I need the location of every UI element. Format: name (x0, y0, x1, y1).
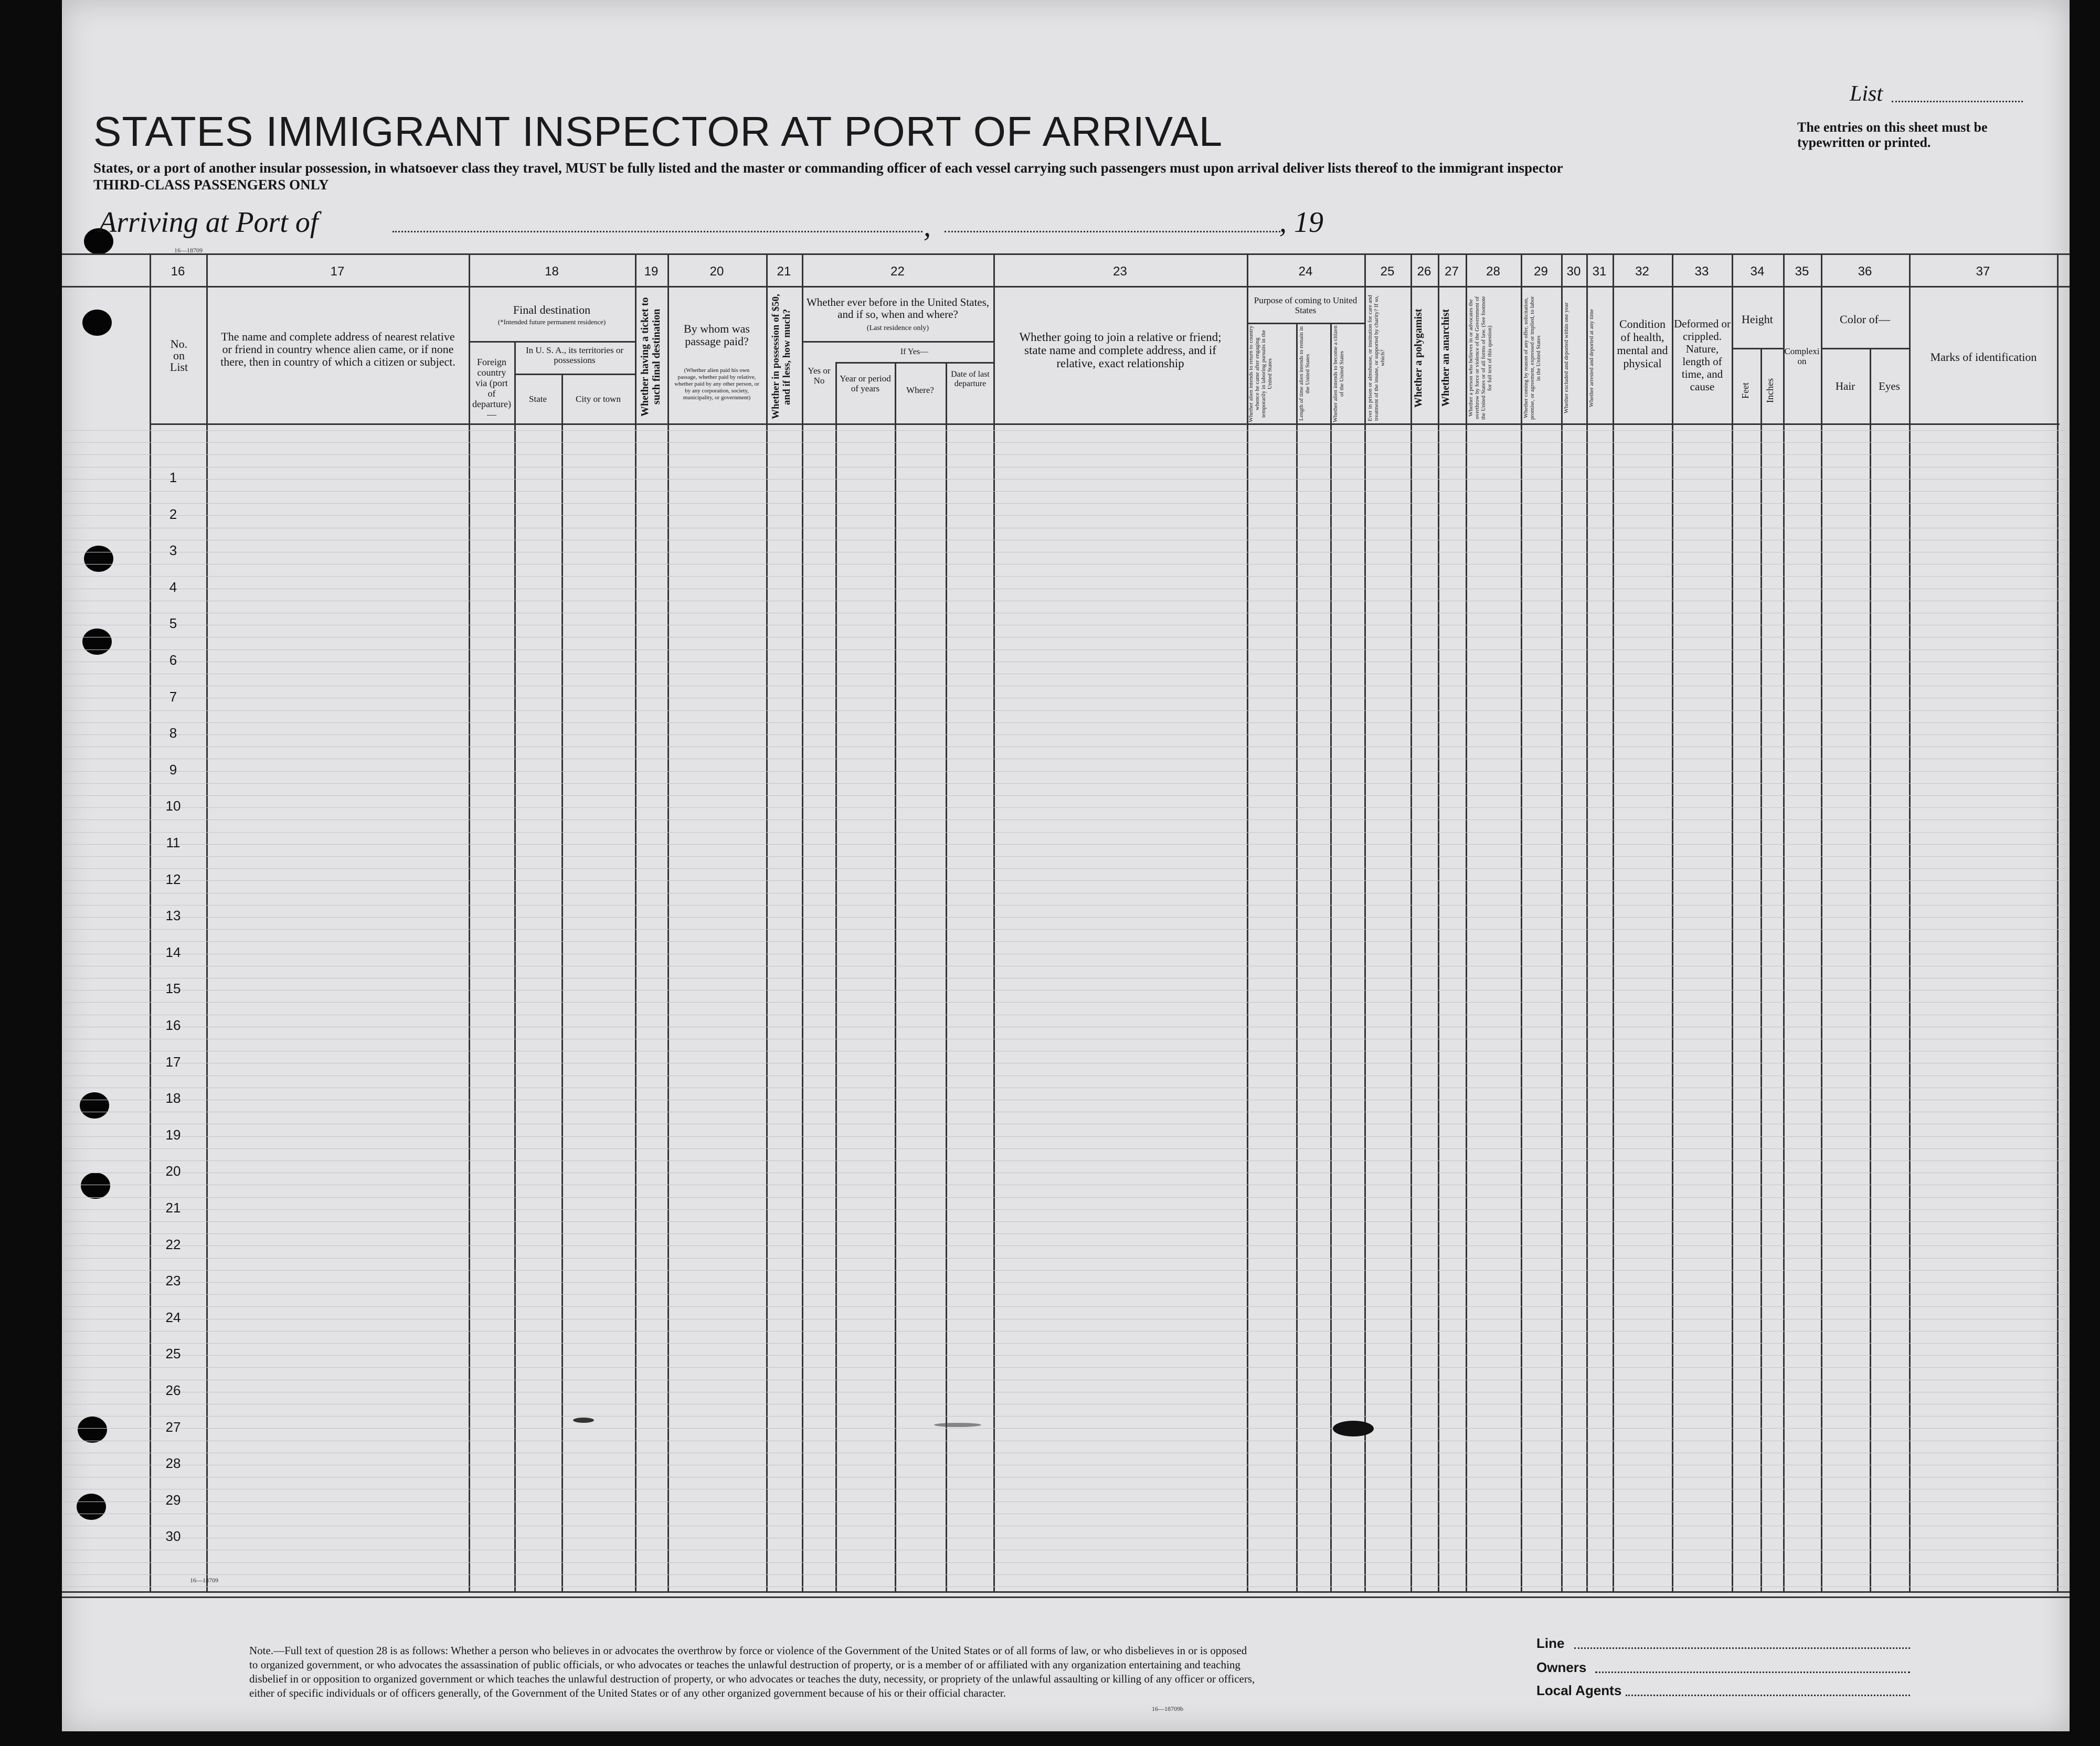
hdr-nearest-relative: The name and complete address of nearest relative or friend in country whence alien came, or if none there, then in country of which a citizen or subject. (220, 330, 455, 368)
row-number: 8 (169, 725, 177, 741)
row-number: 19 (165, 1126, 181, 1143)
hdr-condition-health: Condition of health, mental and physical (1617, 317, 1668, 370)
row-number: 22 (165, 1236, 181, 1252)
row-number: 25 (165, 1346, 181, 1362)
table-bottom-border (62, 1591, 2070, 1593)
column-number-border (62, 286, 2070, 288)
ruled-line (62, 819, 2066, 820)
col-num-28: 28 (1486, 264, 1500, 279)
row-number: 18 (165, 1090, 181, 1106)
list-label: List (1850, 82, 1883, 106)
ruled-line (62, 479, 2066, 480)
ruled-line (62, 832, 2066, 833)
punch-hole-5 (80, 1092, 109, 1119)
ruled-line (62, 1136, 2066, 1137)
class-line: THIRD-CLASS PASSENGERS ONLY (93, 177, 329, 193)
ruled-line (62, 1258, 2066, 1259)
col-num-26: 26 (1417, 264, 1431, 279)
entries-note: The entries on this sheet must be typewritten or printed. (1797, 120, 1988, 150)
ruled-line (62, 515, 2066, 516)
col-line-34a (1760, 348, 1762, 1591)
col-num-34: 34 (1750, 264, 1765, 279)
hdr-height: Height (1742, 313, 1773, 326)
ruled-line (62, 783, 2066, 784)
col-num-17: 17 (330, 264, 345, 279)
col-num-25: 25 (1380, 264, 1395, 279)
ruled-line (62, 722, 2066, 723)
form-subtitle: States, or a port of another insular possession, in whatsoever class they travel, MUST be fully listed and the master or commanding officer of each vessel carrying such passengers must upon arrival deliver lists thereof to the immigrant inspector (93, 160, 1563, 176)
punch-hole-8 (77, 1494, 106, 1520)
ever-sub-line-2 (835, 362, 993, 364)
ruled-line (62, 1367, 2066, 1368)
port-comma: , (924, 210, 931, 243)
ruled-line (62, 1148, 2066, 1149)
ruled-line (62, 771, 2066, 772)
row-number: 3 (169, 542, 177, 559)
hdr-q31: Whether arrested and deported at any time (1588, 309, 1595, 407)
ruled-line (62, 1282, 2066, 1283)
header-bottom-border (150, 423, 2060, 425)
col-num-29: 29 (1534, 264, 1548, 279)
hdr-purpose: Purpose of coming to United States (1254, 295, 1357, 315)
form-sheet (62, 0, 2070, 1731)
arriving-label: Arriving at Port of (99, 206, 319, 239)
owners-field[interactable] (1595, 1672, 1910, 1673)
usa-sub-line (514, 374, 635, 375)
hdr-hair: Hair (1835, 380, 1855, 392)
hdr-polygamist: Whether a polygamist (1413, 308, 1424, 408)
ruled-line (62, 1428, 2066, 1429)
col-num-23: 23 (1113, 264, 1127, 279)
ruled-line (62, 941, 2066, 942)
hdr-color-of: Color of— (1840, 313, 1890, 326)
hdr-q28: Whether a person who believes in or advocates the overthrow by force or violence of the Government of the United States or of all forms of law. (See footnote for full text of this question) (1468, 296, 1493, 420)
row-number: 27 (165, 1419, 181, 1435)
hdr-feet: Feet (1740, 382, 1751, 399)
col-num-27: 27 (1445, 264, 1459, 279)
ruled-line (62, 880, 2066, 881)
ruled-line (62, 905, 2066, 906)
row-number: 1 (169, 470, 177, 485)
punch-hole-7 (78, 1417, 107, 1443)
hdr-year-or-period: Year or period of years (840, 374, 891, 393)
punch-hole-3 (84, 546, 113, 572)
dest-sub-line (469, 341, 635, 343)
form-code-a: 16—18709 (190, 1577, 218, 1584)
port-field[interactable] (393, 231, 922, 232)
col-num-35: 35 (1795, 264, 1809, 279)
ruled-line (62, 442, 2066, 443)
hdr-possession-50: Whether in possession of $50, and if less, how much? (770, 294, 792, 420)
ruled-line (62, 1343, 2066, 1344)
col-num-24: 24 (1298, 264, 1313, 279)
ruled-line (62, 844, 2066, 845)
ruled-line (62, 856, 2066, 857)
hdr-no-on-list: No. on List (169, 337, 188, 374)
row-number: 11 (166, 835, 181, 850)
ruled-line (62, 1245, 2066, 1246)
ink-speck-2 (934, 1423, 981, 1427)
hdr-foreign-country: Foreign country via (port of departure)— (472, 357, 511, 420)
ruled-line (62, 795, 2066, 796)
ruled-line (62, 1270, 2066, 1271)
col-num-18: 18 (545, 264, 559, 279)
row-number: 20 (165, 1163, 181, 1179)
col-num-33: 33 (1694, 264, 1709, 279)
hdr-purpose-b: Length of time alien intends to remain in the United States (1298, 326, 1311, 421)
table-top-border (62, 253, 2070, 255)
ink-speck-1 (573, 1418, 594, 1423)
hdr-final-destination-note: (*Intended future permanent residence) (497, 318, 606, 326)
hdr-purpose-a: Whether alien intends to return to country whence he came after engaging temporarily in laboring pursuits in the United States (1248, 325, 1273, 422)
row-number: 15 (165, 981, 181, 997)
ruled-line (62, 576, 2066, 577)
col-num-37: 37 (1976, 264, 1990, 279)
list-field[interactable] (1892, 101, 2023, 102)
hdr-city-or-town: City or town (576, 394, 621, 404)
row-number: 4 (169, 579, 177, 595)
row-number: 14 (165, 944, 181, 960)
ink-stain (1333, 1421, 1374, 1436)
ruled-line (62, 734, 2066, 735)
punch-hole-2 (82, 310, 112, 336)
hdr-q29: Whether coming by reason of any offer, solicitation, promise, or agreement, expressed or implied, to labor in the United States (1523, 296, 1542, 420)
hdr-joining-relative: Whether going to join a relative or friend; state name and complete address, and if relative, exact relationship (1019, 331, 1222, 370)
ever-sub-line-1 (802, 341, 993, 343)
height-sub-line (1732, 348, 1783, 349)
footnote: Note.—Full text of question 28 is as follows: Whether a person who believes in or advocates the overthrow by force or violence of the Government of the United States or of all forms of law, or who disbelieves in or is opposed to organized government, or who advocates the assassination of public officials, or who advocates or teaches the unlawful destruction of property, or is a member of or affiliated with any organization entertaining and teaching disbelief in or opposition to organized government or which teaches the unlawful destruction of property, or who advocates or teaches the duty, necessity, or propriety of the unlawful assaulting or killing of any officer or officers, either of specific individuals or of officers generally, of the Government of the United States or of any other organized government because of his or their official character. (249, 1644, 1255, 1699)
hdr-in-usa: In U. S. A., its territories or possessions (525, 345, 624, 365)
hdr-marks: Marks of identification (1930, 350, 2037, 364)
form-code-b: 16—18709b (1152, 1705, 1183, 1712)
ruled-line (62, 491, 2066, 492)
line-label: Line (1536, 1635, 1565, 1651)
hdr-purpose-c: Whether alien intends to become a citizen of the United States (1332, 325, 1345, 422)
hdr-by-whom-note: (Whether alien paid his own passage, whether paid by relative, whether paid by any other person, or by any corporation, society, municipality, or government) (674, 367, 759, 401)
hdr-eyes: Eyes (1879, 380, 1900, 392)
row-number: 5 (169, 615, 177, 632)
row-number: 6 (169, 652, 177, 668)
hdr-anarchist: Whether an anarchist (1440, 309, 1451, 407)
col-line-22c (946, 362, 947, 1591)
purpose-sub-line (1247, 323, 1364, 324)
col-line-18b (561, 374, 563, 1591)
ruled-line (62, 929, 2066, 930)
row-number: 2 (169, 506, 177, 522)
ruled-line (62, 503, 2066, 504)
col-num-36: 36 (1858, 264, 1872, 279)
col-num-20: 20 (709, 264, 724, 279)
row-number: 26 (165, 1382, 181, 1398)
row-number: 28 (165, 1455, 181, 1472)
row-number: 16 (165, 1017, 181, 1033)
row-number: 17 (165, 1053, 181, 1070)
col-num-30: 30 (1566, 264, 1581, 279)
ruled-line (62, 1221, 2066, 1222)
ruled-line (62, 430, 2066, 431)
ruled-line (62, 1574, 2066, 1575)
date-field[interactable] (945, 231, 1280, 232)
row-number: 12 (165, 871, 181, 887)
form-title: STATES IMMIGRANT INSPECTOR AT PORT OF ARRIVAL (93, 108, 1223, 155)
footer-border (62, 1596, 2070, 1598)
row-number: 9 (169, 761, 177, 778)
hdr-state: State (529, 394, 547, 404)
row-number: 30 (165, 1528, 181, 1545)
hdr-if-yes: If Yes— (900, 347, 929, 356)
ruled-line (62, 1002, 2066, 1003)
form-code: 16—18709 (174, 247, 203, 254)
hdr-by-whom-paid: By whom was passage paid? (684, 322, 750, 348)
hdr-yes-or-no: Yes or No (808, 366, 831, 386)
hdr-ever-before: Whether ever before in the United States, and if so, when and where? (806, 296, 990, 321)
hdr-deformed: Deformed or crippled. Nature, length of time, and cause (1674, 317, 1731, 393)
row-number: 21 (165, 1200, 181, 1216)
col-line-22a (835, 362, 837, 1591)
year-prefix: , 19 (1279, 206, 1323, 239)
col-num-19: 19 (644, 264, 659, 279)
hdr-q30: Whether excluded and deported within one year (1563, 302, 1569, 414)
ruled-line (62, 1355, 2066, 1356)
ruled-line (62, 807, 2066, 808)
hdr-where: Where? (906, 385, 934, 395)
agents-label: Local Agents (1536, 1683, 1622, 1698)
ruled-line (62, 1306, 2066, 1307)
col-line-24b (1330, 323, 1332, 1591)
punch-hole-4 (82, 629, 112, 655)
ruled-line (62, 1209, 2066, 1210)
col-num-32: 32 (1635, 264, 1649, 279)
col-line-24a (1296, 323, 1298, 1591)
owners-label: Owners (1536, 1659, 1587, 1675)
hdr-complexion: Complexion (1784, 346, 1820, 366)
hdr-final-destination: Final destination (513, 303, 591, 316)
row-number: 23 (165, 1273, 181, 1289)
col-line-22b (895, 362, 896, 1591)
ruled-line (62, 1416, 2066, 1417)
col-num-21: 21 (777, 264, 791, 279)
hdr-last-residence: (Last residence only) (866, 324, 929, 332)
ruled-line (62, 917, 2066, 918)
hdr-date-last-departure: Date of last departure (951, 370, 990, 388)
col-num-22: 22 (890, 264, 905, 279)
row-number: 29 (165, 1492, 181, 1508)
agents-field[interactable] (1626, 1695, 1910, 1696)
color-sub-line (1821, 348, 1909, 349)
col-line-36a (1870, 348, 1871, 1591)
col-num-16: 16 (171, 264, 185, 279)
row-number: 7 (169, 688, 177, 705)
ruled-line (62, 564, 2066, 565)
hdr-inches: Inches (1765, 378, 1775, 403)
ruled-line (62, 710, 2066, 711)
ruled-line (62, 1197, 2066, 1198)
ruled-line (62, 1294, 2066, 1295)
ruled-line (62, 1233, 2066, 1234)
ruled-line (62, 454, 2066, 455)
row-number: 24 (165, 1309, 181, 1325)
line-field[interactable] (1574, 1647, 1910, 1649)
col-num-31: 31 (1592, 264, 1607, 279)
punch-hole-6 (81, 1173, 110, 1199)
ruled-line (62, 868, 2066, 869)
hdr-ticket: Whether having a ticket to such final destination (639, 297, 662, 417)
ruled-line (62, 990, 2066, 991)
ruled-line (62, 1331, 2066, 1332)
row-number: 13 (165, 908, 181, 924)
hdr-prison: Ever in prison or almshouse, or institution for care and treatment of the insane, or supported by charity? If so, which? (1367, 295, 1386, 421)
ruled-line (62, 1562, 2066, 1563)
row-number: 10 (165, 798, 181, 814)
